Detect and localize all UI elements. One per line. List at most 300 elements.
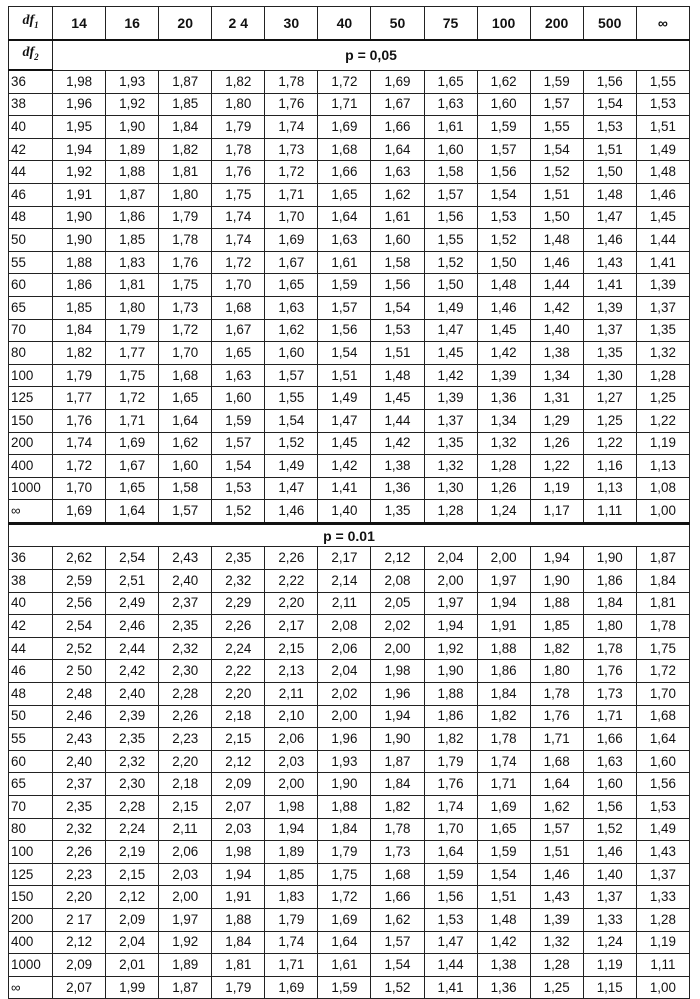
f-critical-value: 1,82: [371, 796, 424, 819]
f-critical-value: 1,57: [265, 364, 318, 387]
f-critical-value: 2,26: [53, 841, 106, 864]
f-critical-value: 1,47: [424, 319, 477, 342]
f-critical-value: 1,86: [583, 570, 636, 593]
f-critical-value: 1,68: [371, 863, 424, 886]
table-row: [9, 886, 690, 909]
f-critical-value: 1,22: [530, 455, 583, 478]
f-critical-value: 1,33: [583, 908, 636, 931]
f-critical-value: 1,84: [583, 592, 636, 615]
f-critical-value: 1,87: [371, 750, 424, 773]
f-critical-value: 1,90: [371, 728, 424, 751]
f-critical-value: 2,01: [106, 954, 159, 977]
f-critical-value: 1,30: [424, 477, 477, 500]
f-critical-value: 1,52: [212, 500, 265, 524]
table-row: [9, 954, 690, 977]
f-critical-value: 2,51: [106, 570, 159, 593]
f-critical-value: 2,00: [477, 547, 530, 570]
f-critical-value: 1,19: [583, 954, 636, 977]
df2-value: 150: [9, 409, 53, 432]
f-critical-value: 1,43: [583, 251, 636, 274]
f-critical-value: 1,13: [583, 477, 636, 500]
f-critical-value: 1,35: [636, 319, 689, 342]
df2-value: 1000: [9, 477, 53, 500]
f-critical-value: 1,68: [159, 364, 212, 387]
f-critical-value: 2,29: [212, 592, 265, 615]
f-critical-value: 1,64: [371, 138, 424, 161]
f-critical-value: 1,63: [318, 229, 371, 252]
f-critical-value: 1,62: [371, 183, 424, 206]
f-critical-value: 1,65: [265, 274, 318, 297]
f-critical-value: 2,11: [159, 818, 212, 841]
f-critical-value: 2,40: [106, 683, 159, 706]
f-critical-value: 1,45: [318, 432, 371, 455]
f-critical-value: 1,45: [636, 206, 689, 229]
df2-value: 40: [9, 592, 53, 615]
f-critical-value: 1,86: [424, 705, 477, 728]
f-critical-value: 1,46: [636, 183, 689, 206]
f-critical-value: 2,28: [159, 683, 212, 706]
table-row: [9, 116, 690, 139]
table-row: [9, 500, 690, 524]
f-critical-value: 1,68: [636, 705, 689, 728]
f-critical-value: 1,32: [530, 931, 583, 954]
f-critical-value: 1,77: [53, 387, 106, 410]
f-critical-value: 2,46: [53, 705, 106, 728]
f-critical-value: 1,63: [265, 296, 318, 319]
column-header: 20: [159, 7, 212, 41]
f-critical-value: 1,54: [212, 455, 265, 478]
f-critical-value: 1,56: [424, 206, 477, 229]
f-critical-value: 1,54: [318, 342, 371, 365]
f-critical-value: 1,64: [424, 841, 477, 864]
f-critical-value: 2,40: [159, 570, 212, 593]
f-critical-value: 1,79: [265, 908, 318, 931]
f-critical-value: 2,24: [106, 818, 159, 841]
f-critical-value: 1,88: [424, 683, 477, 706]
f-critical-value: 1,61: [371, 206, 424, 229]
f-critical-value: 1,52: [477, 229, 530, 252]
f-critical-value: 1,47: [318, 409, 371, 432]
f-critical-value: 2,37: [159, 592, 212, 615]
f-critical-value: 1,75: [106, 364, 159, 387]
table-row: [9, 296, 690, 319]
f-critical-value: 1,84: [477, 683, 530, 706]
f-critical-value: 1,73: [265, 138, 318, 161]
f-critical-value: 1,54: [371, 954, 424, 977]
f-critical-value: 1,60: [477, 93, 530, 116]
f-critical-value: 1,46: [477, 296, 530, 319]
f-critical-value: 1,69: [53, 500, 106, 524]
f-critical-value: 1,69: [371, 70, 424, 93]
f-critical-value: 1,90: [583, 547, 636, 570]
f-critical-value: 2,26: [265, 547, 318, 570]
f-critical-value: 2,15: [265, 637, 318, 660]
f-critical-value: 1,55: [424, 229, 477, 252]
f-critical-value: 1,98: [265, 796, 318, 819]
f-critical-value: 2,32: [212, 570, 265, 593]
f-critical-value: 1,37: [583, 886, 636, 909]
df2-value: 38: [9, 570, 53, 593]
f-critical-value: 1,79: [318, 841, 371, 864]
f-critical-value: 2,13: [265, 660, 318, 683]
f-critical-value: 1,65: [212, 342, 265, 365]
f-critical-value: 2,35: [212, 547, 265, 570]
f-critical-value: 1,79: [53, 364, 106, 387]
f-critical-value: 1,76: [212, 161, 265, 184]
f-critical-value: 1,46: [530, 863, 583, 886]
column-header: 50: [371, 7, 424, 41]
table-row: [9, 863, 690, 886]
table-row: [9, 183, 690, 206]
f-critical-value: 1,79: [159, 206, 212, 229]
table-row: [9, 796, 690, 819]
f-critical-value: 2,03: [159, 863, 212, 886]
f-critical-value: 2,28: [106, 796, 159, 819]
f-critical-value: 1,53: [477, 206, 530, 229]
f-critical-value: 1,72: [106, 387, 159, 410]
f-critical-value: 1,78: [159, 229, 212, 252]
f-critical-value: 1,89: [159, 954, 212, 977]
f-critical-value: 1,37: [424, 409, 477, 432]
table-row: [9, 705, 690, 728]
df2-value: 48: [9, 683, 53, 706]
f-critical-value: 1,87: [159, 976, 212, 999]
df2-value: ∞: [9, 976, 53, 999]
f-critical-value: 2,43: [159, 547, 212, 570]
f-critical-value: 1,60: [159, 455, 212, 478]
f-critical-value: 1,72: [159, 319, 212, 342]
f-critical-value: 1,31: [530, 387, 583, 410]
column-header: 16: [106, 7, 159, 41]
f-critical-value: 1,61: [424, 116, 477, 139]
df2-value: 200: [9, 908, 53, 931]
f-critical-value: 1,28: [636, 364, 689, 387]
f-critical-value: 1,32: [424, 455, 477, 478]
f-critical-value: 1,90: [530, 570, 583, 593]
table-row: [9, 976, 690, 999]
table-row: [9, 750, 690, 773]
df2-value: 100: [9, 841, 53, 864]
f-critical-value: 2,00: [371, 637, 424, 660]
f-critical-value: 1,29: [530, 409, 583, 432]
f-critical-value: 1,54: [583, 93, 636, 116]
f-critical-value: 2,32: [106, 750, 159, 773]
f-critical-value: 1,44: [636, 229, 689, 252]
column-header: 14: [53, 7, 106, 41]
f-critical-value: 1,73: [371, 841, 424, 864]
f-critical-value: 2,35: [53, 796, 106, 819]
f-critical-value: 2,22: [265, 570, 318, 593]
df2-value: 55: [9, 251, 53, 274]
f-critical-value: 1,51: [530, 841, 583, 864]
f-critical-value: 1,24: [583, 931, 636, 954]
table-row: [9, 818, 690, 841]
f-critical-value: 1,78: [371, 818, 424, 841]
f-critical-value: 1,66: [371, 886, 424, 909]
f-critical-value: 1,52: [583, 818, 636, 841]
table-row: [9, 206, 690, 229]
f-critical-value: 1,66: [371, 116, 424, 139]
f-critical-value: 1,43: [636, 841, 689, 864]
f-critical-value: 1,72: [318, 886, 371, 909]
f-critical-value: 1,80: [212, 93, 265, 116]
f-critical-value: 1,71: [583, 705, 636, 728]
f-critical-value: 1,49: [424, 296, 477, 319]
df2-value: 125: [9, 863, 53, 886]
f-critical-value: 1,39: [636, 274, 689, 297]
f-critical-value: 1,97: [424, 592, 477, 615]
f-critical-value: 1,64: [530, 773, 583, 796]
f-critical-value: 1,75: [212, 183, 265, 206]
f-critical-value: 1,48: [477, 274, 530, 297]
df2-value: 40: [9, 116, 53, 139]
f-critical-value: 1,26: [477, 477, 530, 500]
table-row: [9, 455, 690, 478]
f-critical-value: 1,51: [530, 183, 583, 206]
f-critical-value: 1,48: [477, 908, 530, 931]
f-critical-value: 1,76: [583, 660, 636, 683]
f-critical-value: 1,19: [636, 931, 689, 954]
f-critical-value: 1,22: [583, 432, 636, 455]
df2-value: ∞: [9, 500, 53, 524]
significance-level-label: p = 0.01: [9, 523, 690, 547]
f-critical-value: 1,81: [212, 954, 265, 977]
f-critical-value: 2,22: [212, 660, 265, 683]
f-critical-value: 1,88: [318, 796, 371, 819]
f-critical-value: 1,64: [636, 728, 689, 751]
f-critical-value: 1,72: [212, 251, 265, 274]
f-critical-value: 1,91: [53, 183, 106, 206]
f-critical-value: 1,36: [371, 477, 424, 500]
f-critical-value: 1,96: [53, 93, 106, 116]
f-critical-value: 2,12: [53, 931, 106, 954]
f-critical-value: 1,75: [318, 863, 371, 886]
column-header: 40: [318, 7, 371, 41]
f-critical-value: 1,56: [583, 796, 636, 819]
f-critical-value: 1,92: [159, 931, 212, 954]
f-critical-value: 1,81: [159, 161, 212, 184]
f-critical-value: 2,20: [53, 886, 106, 909]
f-critical-value: 2,10: [265, 705, 318, 728]
f-critical-value: 1,78: [477, 728, 530, 751]
table-row: [9, 364, 690, 387]
f-critical-value: 1,82: [159, 138, 212, 161]
f-critical-value: 1,67: [265, 251, 318, 274]
f-critical-value: 1,41: [424, 976, 477, 999]
f-critical-value: 2,23: [53, 863, 106, 886]
f-critical-value: 1,70: [159, 342, 212, 365]
f-critical-value: 1,80: [530, 660, 583, 683]
f-critical-value: 2,46: [106, 615, 159, 638]
f-critical-value: 1,47: [583, 206, 636, 229]
f-critical-value: 1,88: [53, 251, 106, 274]
f-critical-value: 1,16: [583, 455, 636, 478]
f-critical-value: 1,48: [371, 364, 424, 387]
f-critical-value: 1,17: [530, 500, 583, 524]
f-critical-value: 2,42: [106, 660, 159, 683]
f-critical-value: 1,55: [636, 70, 689, 93]
f-critical-value: 2,15: [159, 796, 212, 819]
f-critical-value: 1,42: [424, 364, 477, 387]
f-critical-value: 1,42: [371, 432, 424, 455]
f-critical-value: 2,18: [212, 705, 265, 728]
df2-value: 150: [9, 886, 53, 909]
f-critical-value: 1,44: [424, 954, 477, 977]
f-critical-value: 1,39: [583, 296, 636, 319]
f-critical-value: 1,68: [530, 750, 583, 773]
f-critical-value: 2,18: [159, 773, 212, 796]
f-critical-value: 1,46: [583, 229, 636, 252]
f-critical-value: 1,45: [371, 387, 424, 410]
df2-value: 200: [9, 432, 53, 455]
df2-value: 60: [9, 750, 53, 773]
f-critical-value: 1,88: [212, 908, 265, 931]
f-critical-value: 1,59: [477, 116, 530, 139]
f-critical-value: 2,12: [106, 886, 159, 909]
f-critical-value: 1,71: [318, 93, 371, 116]
f-critical-value: 2,20: [212, 683, 265, 706]
f-critical-value: 1,62: [371, 908, 424, 931]
f-critical-value: 1,52: [424, 251, 477, 274]
f-critical-value: 2,26: [159, 705, 212, 728]
f-critical-value: 1,39: [530, 908, 583, 931]
f-critical-value: 1,53: [371, 319, 424, 342]
column-header: 75: [424, 7, 477, 41]
f-critical-value: 1,60: [371, 229, 424, 252]
f-critical-value: 2,26: [212, 615, 265, 638]
f-critical-value: 1,71: [265, 954, 318, 977]
f-critical-value: 1,84: [53, 319, 106, 342]
f-critical-value: 2,00: [265, 773, 318, 796]
f-critical-value: 1,28: [477, 455, 530, 478]
f-critical-value: 1,57: [424, 183, 477, 206]
f-critical-value: 1,74: [265, 116, 318, 139]
f-critical-value: 1,86: [106, 206, 159, 229]
df2-value: 46: [9, 183, 53, 206]
f-critical-value: 1,32: [636, 342, 689, 365]
f-critical-value: 1,85: [159, 93, 212, 116]
f-critical-value: 1,88: [530, 592, 583, 615]
f-critical-value: 2,17: [265, 615, 318, 638]
f-critical-value: 1,49: [265, 455, 318, 478]
f-critical-value: 1,51: [583, 138, 636, 161]
f-critical-value: 1,82: [530, 637, 583, 660]
df2-value: 48: [9, 206, 53, 229]
f-critical-value: 1,94: [371, 705, 424, 728]
f-critical-value: 1,84: [212, 931, 265, 954]
table-row: [9, 251, 690, 274]
f-critical-value: 1,39: [424, 387, 477, 410]
f-critical-value: 2,23: [159, 728, 212, 751]
f-critical-value: 1,72: [318, 70, 371, 93]
f-critical-value: 1,41: [318, 477, 371, 500]
table-row: [9, 409, 690, 432]
f-critical-value: 1,89: [265, 841, 318, 864]
f-critical-value: 1,42: [318, 455, 371, 478]
f-critical-value: 1,92: [106, 93, 159, 116]
f-critical-value: 1,79: [424, 750, 477, 773]
f-critical-value: 1,77: [106, 342, 159, 365]
f-critical-value: 1,42: [530, 296, 583, 319]
f-critical-value: 1,70: [212, 274, 265, 297]
f-critical-value: 1,69: [265, 976, 318, 999]
f-critical-value: 2,05: [371, 592, 424, 615]
f-critical-value: 1,28: [424, 500, 477, 524]
f-critical-value: 1,79: [212, 116, 265, 139]
f-critical-value: 1,64: [106, 500, 159, 524]
f-critical-value: 1,65: [106, 477, 159, 500]
f-critical-value: 2,03: [212, 818, 265, 841]
f-critical-value: 1,85: [530, 615, 583, 638]
df2-value: 38: [9, 93, 53, 116]
f-critical-value: 1,51: [636, 116, 689, 139]
f-critical-value: 1,98: [212, 841, 265, 864]
f-critical-value: 1,54: [371, 296, 424, 319]
f-critical-value: 1,35: [371, 500, 424, 524]
f-critical-value: 1,81: [106, 274, 159, 297]
f-critical-value: 1,55: [530, 116, 583, 139]
f-critical-value: 2,00: [159, 886, 212, 909]
f-critical-value: 1,44: [371, 409, 424, 432]
f-critical-value: 1,86: [53, 274, 106, 297]
f-critical-value: 1,57: [159, 500, 212, 524]
table-row: [9, 477, 690, 500]
f-critical-value: 1,90: [106, 116, 159, 139]
f-critical-value: 1,74: [477, 750, 530, 773]
f-critical-value: 1,71: [477, 773, 530, 796]
f-critical-value: 2,35: [159, 615, 212, 638]
f-critical-value: 1,90: [424, 660, 477, 683]
f-critical-value: 1,65: [159, 387, 212, 410]
f-critical-value: 1,78: [583, 637, 636, 660]
f-critical-value: 1,53: [636, 796, 689, 819]
f-distribution-table: [8, 6, 690, 999]
f-critical-value: 1,39: [477, 364, 530, 387]
f-critical-value: 1,47: [424, 931, 477, 954]
df2-value: 46: [9, 660, 53, 683]
f-critical-value: 1,75: [636, 637, 689, 660]
f-critical-value: 2,07: [212, 796, 265, 819]
f-critical-value: 2,12: [371, 547, 424, 570]
f-critical-value: 2,04: [424, 547, 477, 570]
f-critical-value: 1,65: [318, 183, 371, 206]
f-critical-value: 2,04: [106, 931, 159, 954]
f-critical-value: 1,82: [212, 70, 265, 93]
f-critical-value: 2,08: [318, 615, 371, 638]
table-row: [9, 728, 690, 751]
f-critical-value: 1,54: [477, 183, 530, 206]
f-critical-value: 1,76: [424, 773, 477, 796]
f-critical-value: 2,59: [53, 570, 106, 593]
f-critical-value: 1,60: [212, 387, 265, 410]
f-critical-value: 1,59: [212, 409, 265, 432]
f-critical-value: 1,71: [106, 409, 159, 432]
f-critical-value: 1,50: [424, 274, 477, 297]
f-critical-value: 2,04: [318, 660, 371, 683]
f-critical-value: 1,41: [583, 274, 636, 297]
table-row: [9, 138, 690, 161]
f-critical-value: 1,34: [530, 364, 583, 387]
f-critical-value: 1,48: [636, 161, 689, 184]
f-critical-value: 1,08: [636, 477, 689, 500]
table-row: [9, 931, 690, 954]
f-critical-value: 1,47: [265, 477, 318, 500]
f-critical-value: 1,79: [212, 976, 265, 999]
f-critical-value: 1,69: [318, 908, 371, 931]
f-critical-value: 1,82: [424, 728, 477, 751]
f-critical-value: 1,58: [371, 251, 424, 274]
f-critical-value: 1,94: [477, 592, 530, 615]
